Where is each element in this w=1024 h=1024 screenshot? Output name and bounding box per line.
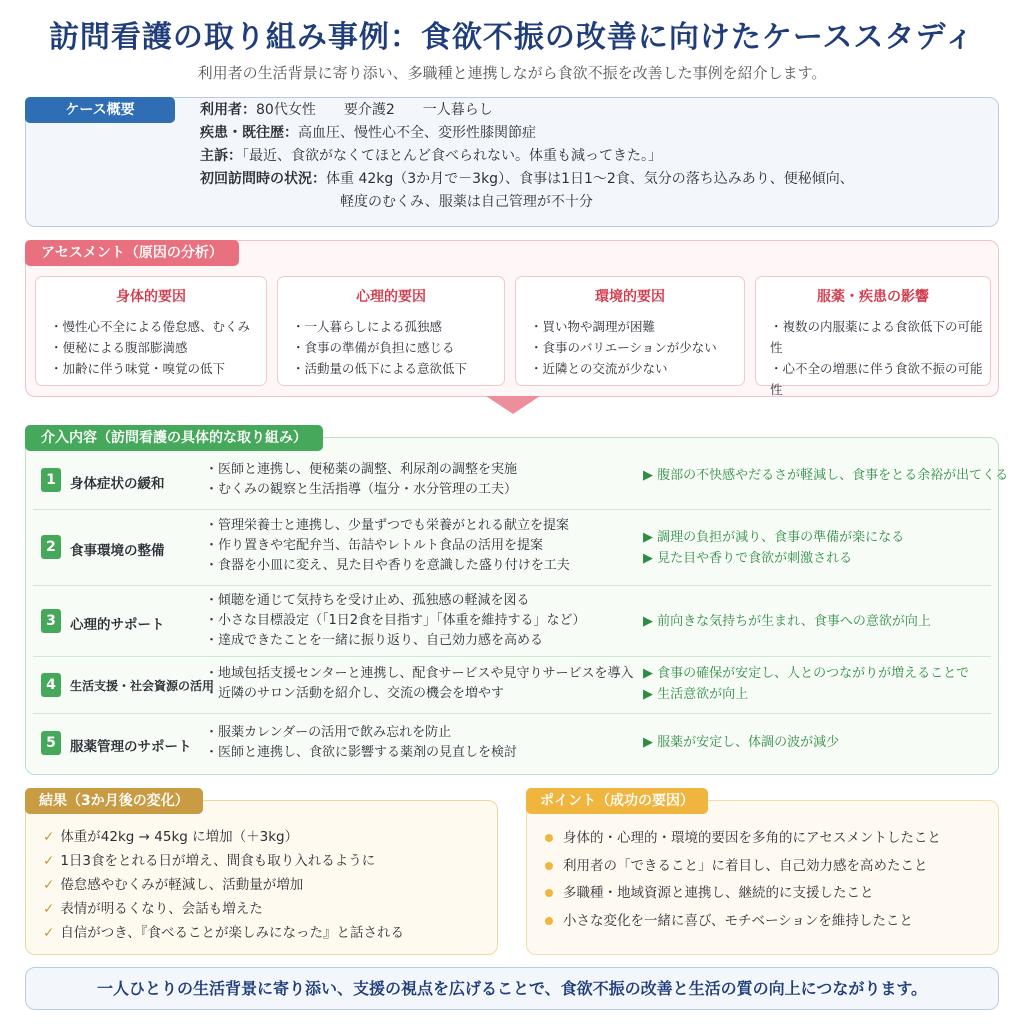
assessment-card-title: 心理的要因 <box>356 289 426 305</box>
check-icon: ✓ <box>43 925 55 941</box>
list-item: ▶ 食事の確保が安定し、人とのつながりが増えることで <box>643 666 970 681</box>
intervention-row-title: 生活支援・社会資源の活用 <box>70 679 215 693</box>
page-title: 訪問看護の取り組み事例：食欲不振の改善に向けたケーススタディ <box>48 20 976 55</box>
list-item: ・地域包括支援センターと連携し、配食サービスや見守りサービスを導入 <box>205 666 634 681</box>
check-icon: ✓ <box>43 901 55 917</box>
list-item: ▶ 調理の負担が減り、食事の準備が楽になる <box>643 530 905 545</box>
case-line: 利用者：80代女性 要介護2 一人暮らし <box>200 102 493 118</box>
row-divider <box>33 713 991 714</box>
results-tag: 結果（3か月後の変化） <box>25 788 203 814</box>
intervention-actions <box>205 664 633 704</box>
bullet-dot-icon <box>545 917 553 925</box>
intervention-row-title: 食事環境の整備 <box>70 543 165 559</box>
list-item: ▶ 前向きな気持ちが生まれ、食事への意欲が向上 <box>643 614 931 629</box>
list-item: ・小さな目標設定（「1日2食を目指す」「体重を維持する」など） <box>205 613 586 628</box>
list-item: ・近隣のサロン活動を紹介し、交流の機会を増やす <box>205 686 505 701</box>
list-item: ・活動量の低下による意欲低下 <box>292 361 468 376</box>
list-item: 多職種・地域資源と連携し、継続的に支援したこと <box>545 880 941 908</box>
step-number-badge: 5 <box>41 731 61 755</box>
bullet-dot-icon <box>545 862 553 870</box>
list-item: ・便秘による腹部膨満感 <box>50 340 188 355</box>
intervention-actions <box>205 516 570 576</box>
list-item: ・作り置きや宅配弁当、缶詰やレトルト食品の活用を提案 <box>205 538 544 553</box>
list-item: ・食器を小皿に変え、見た目や香りを意識した盛り付けを工夫 <box>205 558 570 573</box>
list-item: ✓ 自信がつき、『食べることが楽しみになった』と話される <box>43 925 405 941</box>
intervention-actions <box>205 591 586 651</box>
list-item: ・慢性心不全による倦怠感、むくみ <box>50 319 251 334</box>
row-divider <box>33 585 991 586</box>
list-item: ・買い物や調理が困難 <box>530 319 656 334</box>
list-item: ▶ 腹部の不快感やだるさが軽減し、食事をとる余裕が出てくる <box>643 468 1009 483</box>
case-overview-tag: ケース概要 <box>25 97 175 123</box>
list-item: ・食事の準備が負担に感じる <box>292 340 455 355</box>
assessment-card-physical <box>35 276 267 386</box>
list-item: ・心不全の増悪に伴う食欲不振の可能性 <box>770 361 983 397</box>
points-panel <box>526 800 999 955</box>
list-item: 小さな変化を一緒に喜び、モチベーションを維持したこと <box>545 908 941 936</box>
case-line: 初回訪問時の状況：体重 42kg（3か月で－3kg）、食事は1日1〜2食、気分の落ち込みあり、便秘傾向、 <box>200 171 854 187</box>
check-icon: ✓ <box>43 829 55 845</box>
intervention-row-1 <box>33 458 1009 510</box>
intervention-tag: 介入内容（訪問看護の具体的な取り組み） <box>25 425 323 451</box>
footer-summary: 一人ひとりの生活背景に寄り添い、支援の視点を広げることで、食欲不振の改善と生活の質の向上につながります。 <box>25 967 999 1010</box>
assessment-card-medication <box>755 276 991 397</box>
step-number-badge: 2 <box>41 535 61 559</box>
intervention-row-5 <box>33 716 991 771</box>
assessment-card-title: 環境的要因 <box>595 289 665 305</box>
list-item: ・医師と連携し、食欲に影響する薬剤の見直しを検討 <box>205 745 518 760</box>
intervention-row-title: 身体症状の緩和 <box>70 476 165 492</box>
list-item: ・近隣との交流が少ない <box>530 361 668 376</box>
list-item: ・むくみの観察と生活指導（塩分・水分管理の工夫） <box>205 482 518 497</box>
assessment-card-psychological <box>277 276 505 386</box>
list-item: ✓ 1日3食をとれる日が増え、間食も取り入れるように <box>43 853 376 869</box>
list-item: 身体的・心理的・環境的要因を多角的にアセスメントしたこと <box>545 825 941 853</box>
list-item: ・加齢に伴う味覚・嗅覚の低下 <box>50 361 226 376</box>
intervention-actions <box>205 723 517 763</box>
step-number-badge: 1 <box>41 468 61 492</box>
case-overview-text <box>200 99 854 214</box>
results-panel <box>25 800 498 955</box>
list-item: ▶ 服薬が安定し、体調の波が減少 <box>643 735 840 750</box>
intervention-row-3 <box>33 588 991 658</box>
check-icon: ✓ <box>43 853 55 869</box>
list-item: ・医師と連携し、便秘薬の調整、利尿剤の調整を実施 <box>205 462 518 477</box>
assessment-card-title: 身体的要因 <box>116 289 186 305</box>
list-item: ・傾聴を通じて気持ちを受け止め、孤独感の軽減を図る <box>205 593 530 608</box>
bullet-dot-icon <box>545 889 553 897</box>
intervention-results <box>643 611 931 632</box>
intervention-row-4 <box>33 659 991 713</box>
row-divider <box>33 656 991 657</box>
bullet-dot-icon <box>545 834 553 842</box>
list-item: ✓ 倦怠感やむくみが軽減し、活動量が増加 <box>43 877 304 893</box>
intervention-row-title: 服薬管理のサポート <box>70 739 192 755</box>
case-line-continuation: 軽度のむくみ、服薬は自己管理が不十分 <box>340 194 593 210</box>
assessment-tag: アセスメント（原因の分析） <box>25 240 239 266</box>
down-arrow-icon <box>486 396 540 414</box>
list-item: ・服薬カレンダーの活用で飲み忘れを防止 <box>205 725 452 740</box>
list-item: ✓ 体重が42kg → 45kg に増加（＋3kg） <box>43 829 299 845</box>
list-item: ▶ 生活意欲が向上 <box>643 687 749 702</box>
intervention-row-2 <box>33 512 991 592</box>
check-icon: ✓ <box>43 877 55 893</box>
case-line: 疾患・既往歴：高血圧、慢性心不全、変形性膝関節症 <box>200 125 536 141</box>
intervention-results <box>643 732 839 753</box>
list-item: 利用者の「できること」に着目し、自己効力感を高めたこと <box>545 853 941 881</box>
intervention-row-title: 心理的サポート <box>70 617 165 633</box>
page-subtitle: 利用者の生活背景に寄り添い、多職種と連携しながら食欲不振を改善した事例を紹介します。 <box>197 64 827 82</box>
step-number-badge: 3 <box>41 609 61 633</box>
step-number-badge: 4 <box>41 673 61 697</box>
assessment-card-title: 服薬・疾患の影響 <box>817 289 929 305</box>
list-item: ・管理栄養士と連携し、少量ずつでも栄養がとれる献立を提案 <box>205 518 570 533</box>
list-item: ・食事のバリエーションが少ない <box>530 340 717 355</box>
intervention-actions <box>205 460 517 500</box>
list-item: ✓ 表情が明るくなり、会話も増えた <box>43 901 263 917</box>
assessment-card-environmental <box>515 276 745 386</box>
intervention-results <box>643 663 969 705</box>
case-line: 主訴：「最近、食欲がなくてほとんど食べられない。体重も減ってきた。」 <box>200 148 662 164</box>
row-divider <box>33 509 991 510</box>
intervention-results <box>643 465 1008 486</box>
list-item: ・一人暮らしによる孤独感 <box>292 319 443 334</box>
list-item: ・達成できたことを一緒に振り返り、自己効力感を高める <box>205 633 544 648</box>
list-item: ▶ 見た目や香りで食欲が刺激される <box>643 551 853 566</box>
list-item: ・複数の内服薬による食欲低下の可能性 <box>770 319 983 355</box>
intervention-results <box>643 527 904 569</box>
points-tag: ポイント（成功の要因） <box>526 788 708 814</box>
